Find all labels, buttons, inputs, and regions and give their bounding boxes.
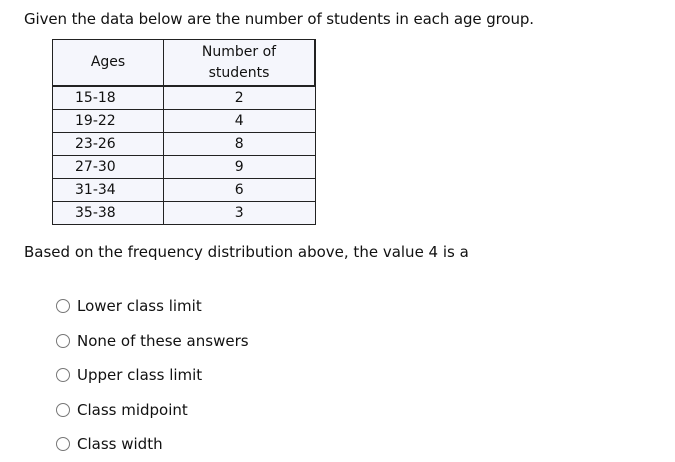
- count-cell: 4: [164, 110, 316, 133]
- question-text: Based on the frequency distribution above, the value 4 is a: [24, 243, 469, 261]
- option-label: Upper class limit: [77, 366, 203, 385]
- radio-button[interactable]: [56, 334, 70, 348]
- option-class-midpoint[interactable]: [56, 393, 249, 428]
- count-cell: 2: [164, 86, 316, 110]
- header-count-line1: Number of: [201, 43, 277, 60]
- table-row: [53, 156, 316, 179]
- count-cell: 9: [164, 156, 316, 179]
- radio-button[interactable]: [56, 437, 70, 451]
- age-cell: 35-38: [53, 202, 164, 225]
- option-lower-class-limit[interactable]: [56, 289, 249, 324]
- header-count-line2: students: [208, 64, 270, 81]
- age-cell: 31-34: [53, 179, 164, 202]
- table-row: [53, 133, 316, 156]
- header-ages: Ages: [53, 40, 164, 87]
- table-row: [53, 179, 316, 202]
- option-upper-class-limit[interactable]: [56, 358, 249, 393]
- radio-button[interactable]: [56, 403, 70, 417]
- age-cell: 23-26: [53, 133, 164, 156]
- answer-options: [56, 289, 249, 462]
- option-label: Class midpoint: [77, 400, 188, 419]
- age-cell: 27-30: [53, 156, 164, 179]
- option-label: None of these answers: [77, 331, 249, 350]
- option-none-of-these-answers[interactable]: [56, 324, 249, 359]
- table-row: [53, 110, 316, 133]
- age-cell: 15-18: [53, 86, 164, 110]
- age-cell: 19-22: [53, 110, 164, 133]
- intro-text: Given the data below are the number of students in each age group.: [24, 10, 534, 28]
- table-row: [53, 86, 316, 110]
- radio-button[interactable]: [56, 299, 70, 313]
- option-label: Class width: [77, 435, 163, 454]
- radio-button[interactable]: [56, 368, 70, 382]
- count-cell: 6: [164, 179, 316, 202]
- option-class-width[interactable]: [56, 427, 249, 462]
- frequency-table: [52, 39, 316, 225]
- table-header-row: [53, 40, 316, 87]
- table-row: [53, 202, 316, 225]
- count-cell: 8: [164, 133, 316, 156]
- count-cell: 3: [164, 202, 316, 225]
- header-number-of-students: [164, 40, 316, 87]
- option-label: Lower class limit: [77, 297, 202, 316]
